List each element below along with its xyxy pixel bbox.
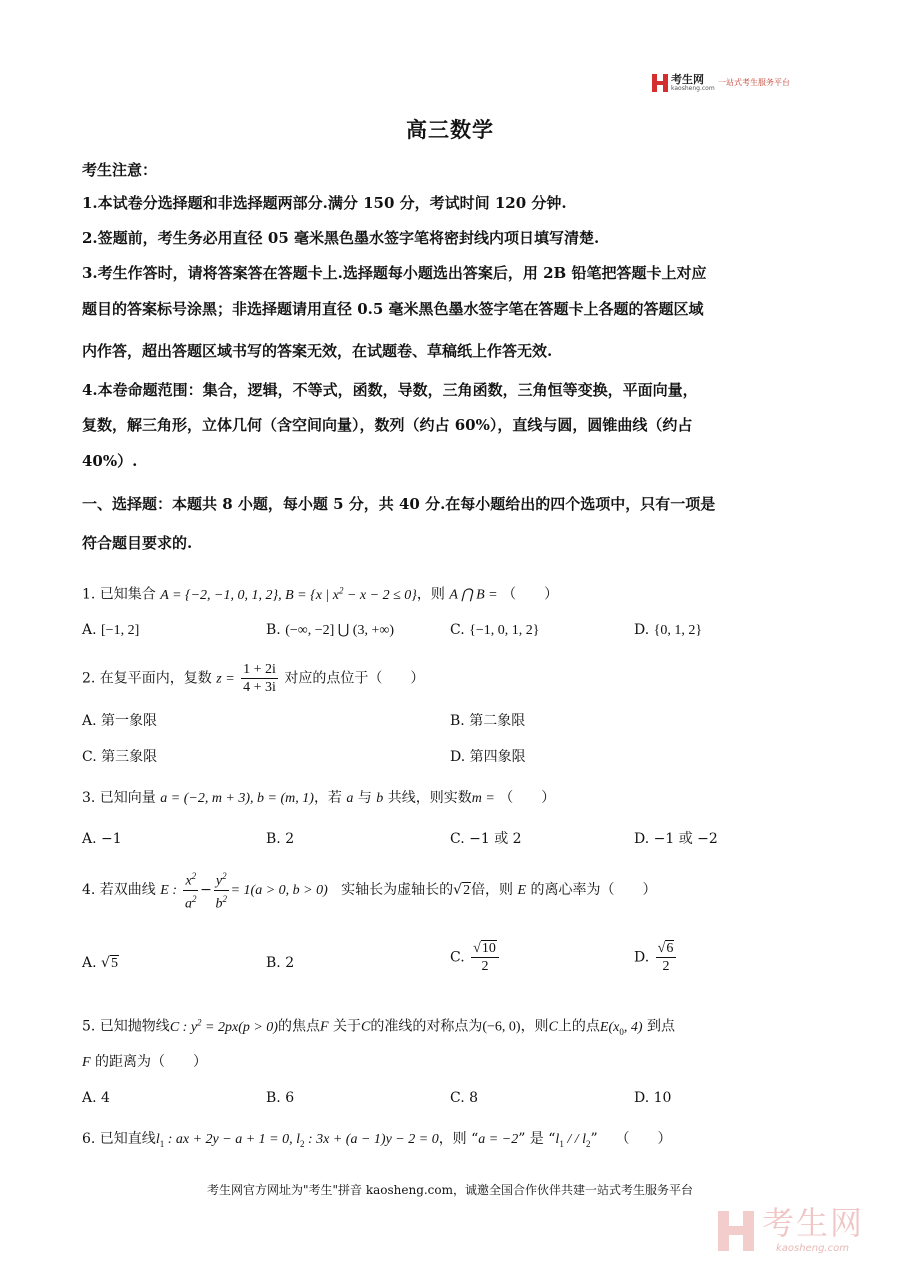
q1-set-expr: A = {−2, −1, 0, 1, 2}, B = {x | $x^2 - x - 2 \le 0$} [160, 585, 417, 603]
logo-brand: 考生网 [671, 73, 704, 86]
watermark [718, 1205, 878, 1261]
q2-option-a: A. 第一象限 [82, 713, 158, 729]
q1-stem: 1. 已知集合 [82, 586, 156, 603]
q2-z: z = [216, 671, 235, 687]
q4-stem: 4. 若双曲线 [82, 882, 156, 899]
q4-option-c: C. $\frac{√10}{2}$ [450, 940, 501, 975]
q4-frac-y: $\frac{y^2}{b^2}$ [214, 868, 229, 912]
watermark-domain: kaosheng.com [776, 1243, 849, 1254]
question-5: 5. 已知抛物线C : $y^2 = 2px(p > 0)$的焦点F 关于C的准线的对称点为(−6, 0)，则C上的点$E(x_0$, 4) 到点 [82, 1017, 675, 1037]
question-4: 4. 若双曲线 E : $\frac{x^2}{a^2}$ − $\frac{y^2}{b^2}$ = 1(a > 0, b > 0) 实轴长为虚轴长的√2倍，则 E 的离心率为（ ） [82, 868, 657, 912]
question-2 [82, 661, 424, 696]
q1-option-d: D. {0, 1, 2} [634, 622, 703, 638]
question-5-cont: F 的距离为（ ） [82, 1054, 208, 1070]
q5-option-a: A. 4 [82, 1090, 110, 1106]
q4-option-a: A. √5 [82, 955, 118, 971]
q5-option-d: D. 10 [634, 1090, 672, 1106]
question-1 [82, 580, 558, 606]
q5-option-b: B. 6 [266, 1090, 295, 1106]
notice-line-2: 2.签题前，考生务必用直径 05 毫米黑色墨水签字笔将密封线内项日填写清楚. [82, 229, 600, 247]
section-heading-cont: 符合题目要求的. [82, 534, 193, 552]
q1-option-c: C. {−1, 0, 1, 2} [450, 622, 540, 638]
notice-line-1: 1.本试卷分选择题和非选择题两部分.满分 150 分，考试时间 120 分钟. [82, 194, 567, 212]
q5-option-c: C. 8 [450, 1090, 479, 1106]
question-3: 3. 已知向量 a = (−2, m + 3), b = (m, 1)，若 a 与 b 共线，则实数m = （ ） [82, 790, 556, 806]
notice-heading: 考生注意： [82, 161, 158, 179]
q2-post: 对应的点位于（ ） [284, 670, 425, 687]
q6-parallel: $l_1$ / / $l_2$ [555, 1132, 591, 1149]
q3-expr: a = (−2, m + 3), b = (m, 1) [160, 791, 314, 806]
q3-option-d: D. −1 或 −2 [634, 831, 718, 847]
footer-text: 考生网官方网址为"考生"拼音 kaosheng.com，诚邀全国合作伙伴共建一站式考生服务平台 [206, 1183, 694, 1197]
q2-option-c: C. 第三象限 [82, 749, 158, 765]
q5-point-e: $E(x_0$, 4) [599, 1019, 643, 1037]
q2-fraction: $\frac{1 + 2i}{4 + 3i}$ [243, 662, 276, 695]
q1-ask: A ⋂ B = [449, 587, 498, 603]
logo-slogan: 一站式考生服务平台 [718, 78, 790, 87]
q4-frac-x: $\frac{x^2}{a^2}$ [183, 868, 198, 912]
q3-stem: 3. 已知向量 [82, 790, 156, 806]
q5-stem: 5. 已知抛物线 [82, 1018, 170, 1035]
q1-mid: ，则 [416, 586, 445, 603]
q1-option-b: B. (−∞, −2] ⋃ (3, +∞) [266, 622, 394, 638]
watermark-logo-icon [718, 1211, 754, 1251]
q2-stem: 2. 在复平面内，复数 [82, 670, 212, 687]
section-heading: 一、选择题：本题共 8 小题，每小题 5 分，共 40 分.在每小题给出的四个选项中，只有一项是 [82, 495, 716, 513]
q3-option-b: B. 2 [266, 831, 295, 847]
q3-option-a: A. −1 [82, 831, 122, 847]
logo-domain: kaosheng.com [671, 85, 715, 92]
notice-line-3a: 3.考生作答时，请将答案答在答题卡上.选择题每小题选出答案后，用 2B 铅笔把答题卡上对应 [82, 264, 707, 282]
watermark-brand: 考生网 [762, 1204, 865, 1242]
page-title: 高三数学 [406, 117, 494, 142]
kaosheng-logo-icon [652, 74, 668, 92]
question-6: 6. 已知直线$l_1$ : ax + 2y − a + 1 = 0, $l_2$ : 3x + (a − 1)y − 2 = 0，则 “a = −2” 是 “$l_1$ / / $l_2$” （ ） [82, 1131, 672, 1149]
q1-paren: （ ） [502, 586, 559, 603]
q4-sqrt: 2 [463, 883, 471, 899]
notice-line-4a: 4.本卷命题范围：集合，逻辑，不等式，函数，导数，三角函数，三角恒等变换，平面向量， [82, 381, 698, 399]
q5-parabola: C : $y^2 = 2px(p > 0)$ [169, 1017, 278, 1035]
q1-option-a: A. [−1, 2] [82, 622, 140, 638]
notice-line-4b: 复数，解三角形，立体几何（含空间向量），数列（约占 60%），直线与圆，圆锥曲线（约占 [82, 416, 693, 434]
q2-option-d: D. 第四象限 [450, 749, 526, 765]
notice-line-3c: 内作答，超出答题区域书写的答案无效，在试题卷、草稿纸上作答无效. [82, 342, 553, 360]
q6-lines: $l_1$ : ax + 2y − a + 1 = 0, $l_2$ : 3x + (a − 1)y − 2 = 0 [155, 1132, 439, 1149]
q2-option-b: B. 第二象限 [450, 713, 526, 729]
q6-stem: 6. 已知直线 [82, 1131, 156, 1147]
notice-line-3b: 题目的答案标号涂黑；非选择题请用直径 0.5 毫米黑色墨水签字笔在答题卡上各题的答题区域 [82, 300, 704, 318]
q4-condition: = 1(a > 0, b > 0) [230, 883, 328, 899]
q3-option-c: C. −1 或 2 [450, 831, 522, 847]
notice-line-4c: 40%）. [82, 452, 138, 470]
q4-option-d: D. $\frac{√6}{2}$ [634, 940, 678, 975]
q4-option-b: B. 2 [266, 955, 295, 971]
header-logo [652, 74, 822, 96]
